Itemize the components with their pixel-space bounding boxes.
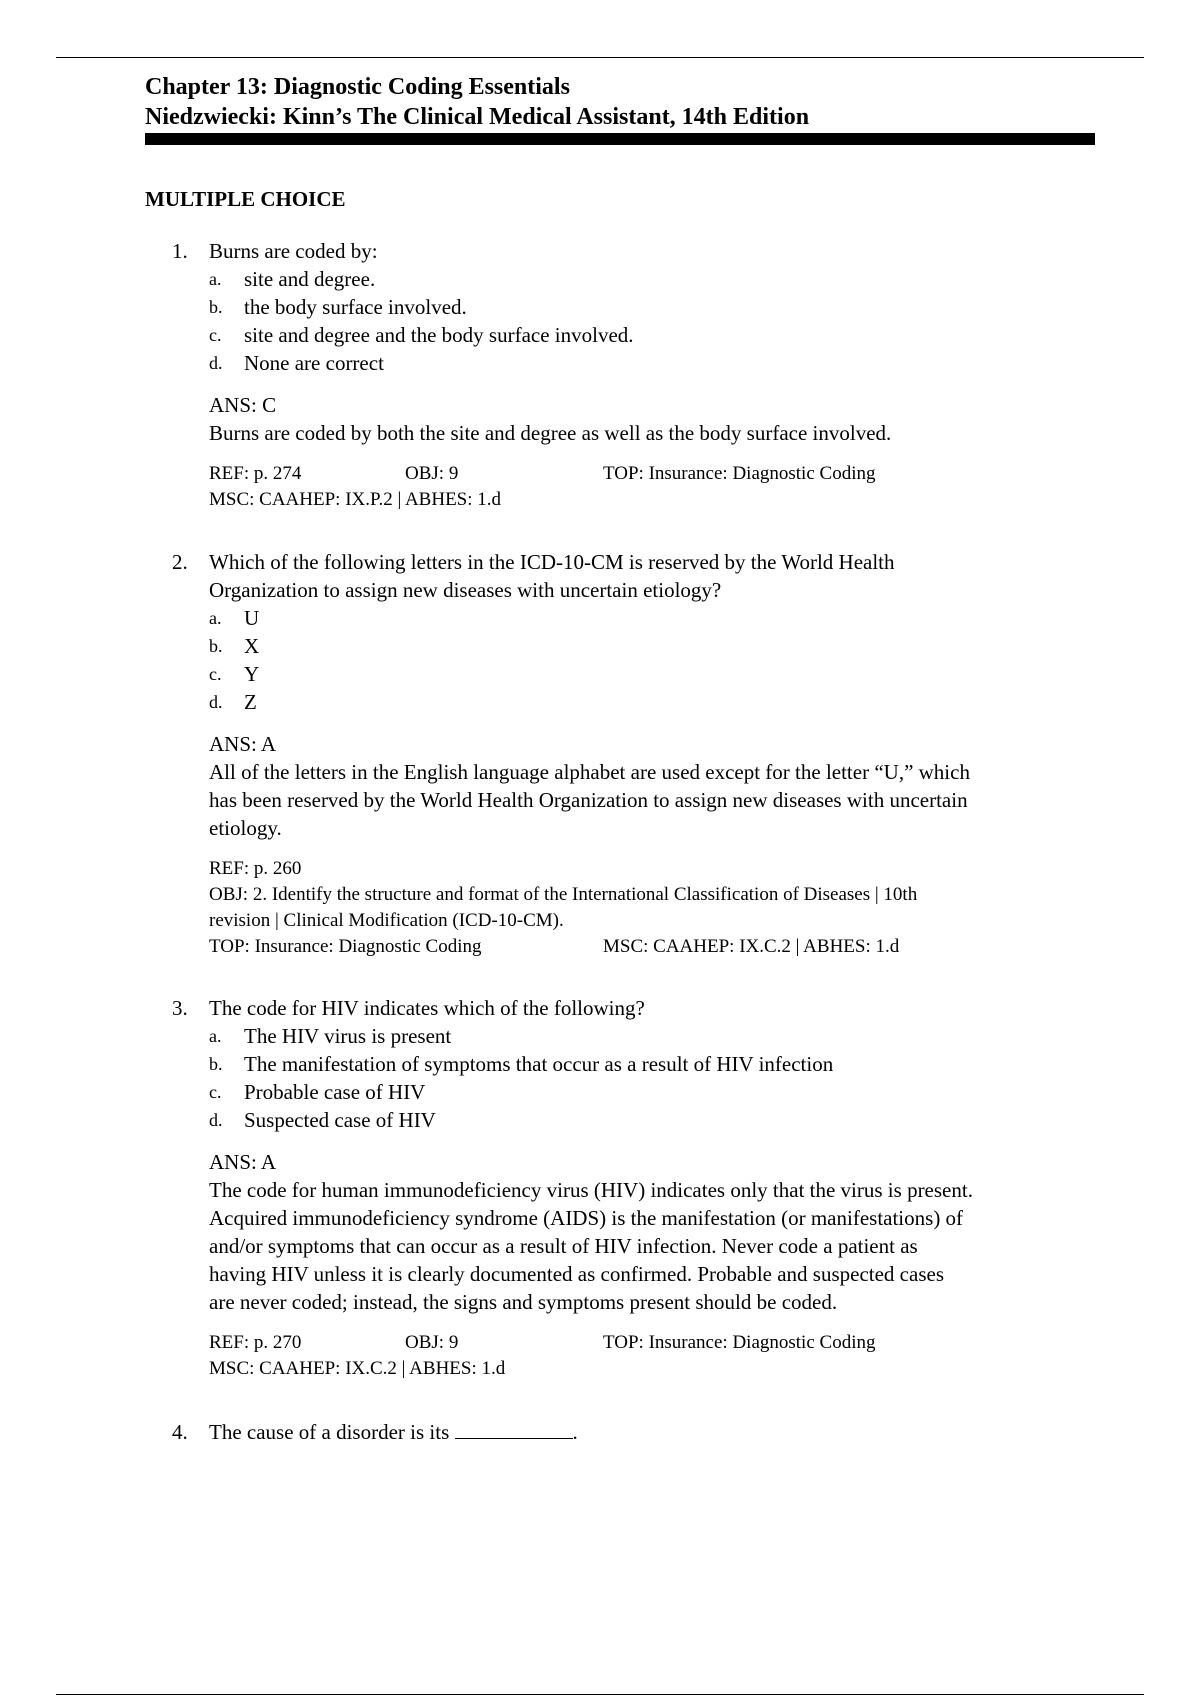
option-text: Y <box>244 662 260 686</box>
option-text: None are correct <box>244 351 384 375</box>
option-text: site and degree. <box>244 267 376 291</box>
answer-rationale: and/or symptoms that can occur as a result of HIV infection. Never code a patient as <box>209 1234 918 1258</box>
option-b <box>0 293 1200 321</box>
top-rule <box>56 57 1144 58</box>
option-label: c. <box>209 325 222 345</box>
option-a <box>0 265 1200 293</box>
question-text-before-blank: The cause of a disorder is its <box>209 1420 455 1444</box>
bottom-rule <box>56 1694 1144 1695</box>
question-stem <box>0 1418 1200 1446</box>
answer-rationale: The code for human immunodeficiency virus (HIV) indicates only that the virus is present. <box>209 1178 973 1202</box>
option-text: Probable case of HIV <box>244 1080 426 1104</box>
msc-label: MSC: CAAHEP: IX.C.2 | ABHES: 1.d <box>209 1358 506 1379</box>
ref-label: REF: p. 260 <box>209 858 302 879</box>
option-c <box>0 660 1200 688</box>
question-text: Burns are coded by: <box>209 239 378 263</box>
option-b <box>0 632 1200 660</box>
option-text: Z <box>244 690 257 714</box>
objective-line: OBJ: 2. Identify the structure and format of the International Classification of Diseases | 10th <box>209 884 918 905</box>
question-text: Organization to assign new diseases with uncertain etiology? <box>209 578 722 602</box>
question-stem <box>0 548 1200 576</box>
topic-label: TOP: Insurance: Diagnostic Coding <box>603 463 876 484</box>
option-label: c. <box>209 664 222 684</box>
answer-key: ANS: C <box>209 393 277 417</box>
meta-row <box>0 461 1200 487</box>
document-header <box>145 72 1095 132</box>
option-c <box>0 1078 1200 1106</box>
answer-rationale: etiology. <box>209 816 282 840</box>
question-1 <box>0 237 1200 513</box>
option-label: d. <box>209 1110 223 1130</box>
objective <box>209 882 1099 934</box>
option-label: b. <box>209 636 223 656</box>
option-text: the body surface involved. <box>244 295 467 319</box>
question-text <box>209 1418 578 1446</box>
meta-row <box>0 1330 1200 1356</box>
question-text: The code for HIV indicates which of the following? <box>209 996 645 1020</box>
option-text: Suspected case of HIV <box>244 1108 436 1132</box>
option-label: d. <box>209 692 223 712</box>
question-3 <box>0 994 1200 1382</box>
option-a <box>0 604 1200 632</box>
question-number: 2. <box>172 550 188 574</box>
answer-rationale: All of the letters in the English language alphabet are used except for the letter “U,” which <box>209 760 970 784</box>
chapter-title: Chapter 13: Diagnostic Coding Essentials <box>145 74 570 100</box>
header-bar <box>145 133 1095 145</box>
topic-label: TOP: Insurance: Diagnostic Coding <box>603 1332 876 1353</box>
option-a <box>0 1022 1200 1050</box>
option-text: X <box>244 634 260 658</box>
option-text: site and degree and the body surface involved. <box>244 323 634 347</box>
option-d <box>0 688 1200 716</box>
option-label: a. <box>209 608 222 628</box>
question-stem <box>0 237 1200 265</box>
option-label: c. <box>209 1082 222 1102</box>
meta-row <box>0 856 1200 882</box>
question-number: 3. <box>172 996 188 1020</box>
option-c <box>0 321 1200 349</box>
obj-label: OBJ: 9 <box>405 1332 459 1353</box>
msc-label: MSC: CAAHEP: IX.C.2 | ABHES: 1.d <box>603 936 900 957</box>
fill-in-blank <box>455 1420 573 1439</box>
option-label: b. <box>209 1054 223 1074</box>
answer-rationale: Burns are coded by both the site and degree as well as the body surface involved. <box>209 421 892 445</box>
question-text: Which of the following letters in the ICD-10-CM is reserved by the World Health <box>209 550 895 574</box>
option-d <box>0 349 1200 377</box>
option-text: U <box>244 606 260 630</box>
question-2 <box>0 548 1200 960</box>
question-4 <box>0 1418 1200 1446</box>
meta-row <box>0 487 1200 513</box>
objective-line: revision | Clinical Modification (ICD-10-CM). <box>209 910 564 931</box>
question-stem-continued <box>0 576 1200 604</box>
meta-row <box>0 934 1200 960</box>
answer-key: ANS: A <box>209 732 277 756</box>
question-text-after-blank: . <box>572 1420 578 1444</box>
answer-rationale: are never coded; instead, the signs and symptoms present should be coded. <box>209 1290 838 1314</box>
option-text: The HIV virus is present <box>244 1024 452 1048</box>
option-text: The manifestation of symptoms that occur as a result of HIV infection <box>244 1052 834 1076</box>
question-number: 1. <box>172 239 188 263</box>
question-number: 4. <box>172 1420 188 1444</box>
answer-rationale: having HIV unless it is clearly documented as confirmed. Probable and suspected cases <box>209 1262 944 1286</box>
option-label: d. <box>209 353 223 373</box>
option-label: a. <box>209 269 222 289</box>
answer-rationale: has been reserved by the World Health Organization to assign new diseases with uncertain <box>209 788 968 812</box>
answer-rationale: Acquired immunodeficiency syndrome (AIDS) is the manifestation (or manifestations) of <box>209 1206 964 1230</box>
msc-label: MSC: CAAHEP: IX.P.2 | ABHES: 1.d <box>209 489 502 510</box>
topic-label: TOP: Insurance: Diagnostic Coding <box>209 936 482 957</box>
option-b <box>0 1050 1200 1078</box>
option-label: b. <box>209 297 223 317</box>
option-label: a. <box>209 1026 222 1046</box>
answer-key: ANS: A <box>209 1150 277 1174</box>
option-d <box>0 1106 1200 1134</box>
question-stem <box>0 994 1200 1022</box>
meta-row <box>0 1356 1200 1382</box>
ref-label: REF: p. 274 <box>209 463 302 484</box>
obj-label: OBJ: 9 <box>405 463 459 484</box>
ref-label: REF: p. 270 <box>209 1332 302 1353</box>
section-title: MULTIPLE CHOICE <box>145 187 346 211</box>
book-title: Niedzwiecki: Kinn’s The Clinical Medical Assistant, 14th Edition <box>145 104 810 130</box>
